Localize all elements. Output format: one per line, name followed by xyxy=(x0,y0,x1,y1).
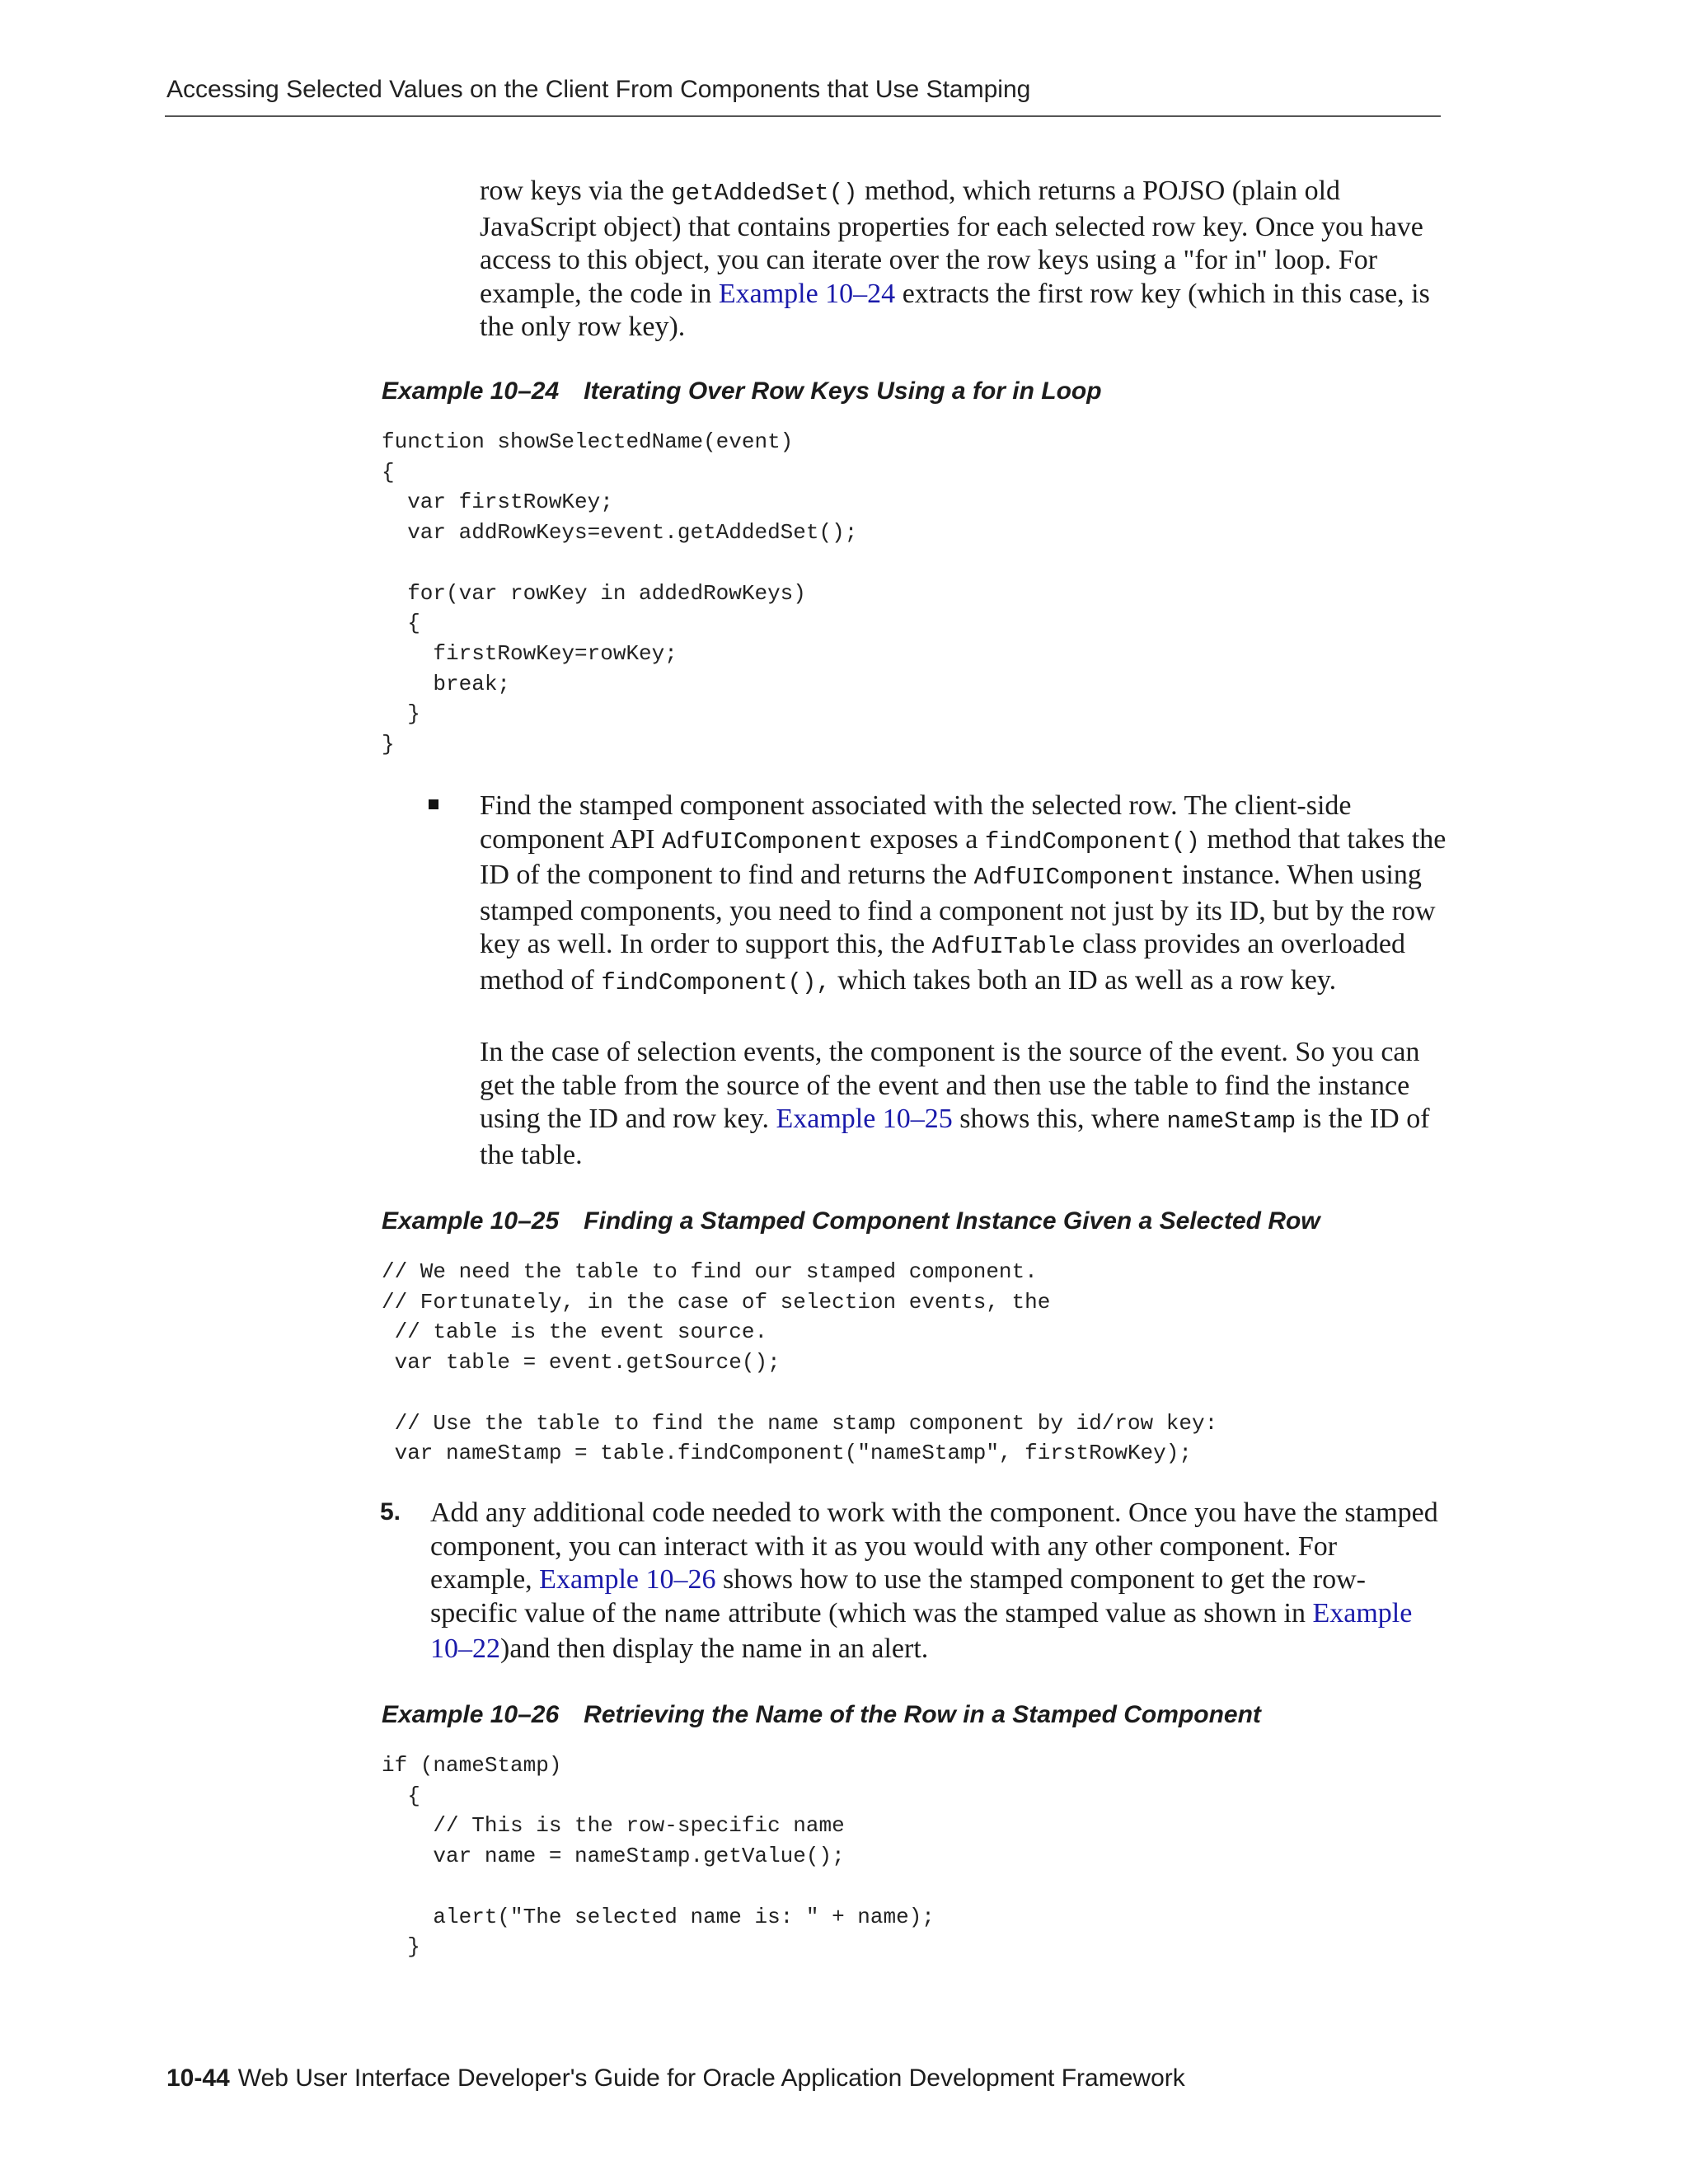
step-number: 5. xyxy=(380,1498,401,1526)
example-10-24-title xyxy=(382,377,1102,405)
bullet-text-6: which takes both an ID as well as a row key. xyxy=(830,964,1337,996)
example-10-25-code: // We need the table to find our stamped component. // Fortunately, in the case of selection events, the // table is the event source. var table = event.getSource(); // Use the table to find the name stamp component by id/row key: var nameStamp = table.findComponent("nameStamp", firstRowKey); xyxy=(382,1259,1218,1466)
code-adfuitable: AdfUITable xyxy=(931,933,1076,960)
link-example-10-26[interactable]: Example 10–26 xyxy=(539,1564,716,1595)
intro-text-3: extracts the first row key (which in this case, is the only row key). xyxy=(480,278,1430,342)
code-adfuicomponent: AdfUIComponent xyxy=(661,827,863,855)
intro-text-2: method, which returns a POJSO (plain old JavaScript object) that contains properties for each selected row key. Once you have access to this object, you can iterate over the row keys using a "for in" loop. For example, the code in xyxy=(480,176,1423,309)
bullet-square-icon xyxy=(429,799,438,809)
example-10-25-title xyxy=(382,1207,1320,1235)
intro-paragraph xyxy=(480,175,1444,344)
running-header: Accessing Selected Values on the Client From Components that Use Stamping xyxy=(166,76,1031,103)
step-text-4: )and then display the name in an alert. xyxy=(500,1633,929,1664)
bullet-text-1: Find the stamped component associated with the selected row. The client-side component API xyxy=(480,790,1352,855)
bullet2-text-1: In the case of selection events, the component is the source of the event. So you can get the table from the source of the event and then use the table to find the instance using the ID and row key. xyxy=(480,1037,1420,1134)
intro-text-1: row keys via the xyxy=(480,176,672,206)
step-text-2: shows how to use the stamped component to get the row-specific value of the xyxy=(430,1564,1366,1629)
step-5-paragraph xyxy=(430,1497,1444,1666)
bullet-text-4: instance. When using stamped components, you need to find a component not just by its ID, but by the row key as well. In order to support this, the xyxy=(480,860,1436,959)
link-example-10-22[interactable]: Example 10–22 xyxy=(430,1597,1413,1664)
example-10-25-number: Example 10–25 xyxy=(382,1207,560,1235)
step-text-1: Add any additional code needed to work with the component. Once you have the stamped component, you can interact with it as you would with any other component. For example, xyxy=(430,1497,1438,1595)
code-namestamp: nameStamp xyxy=(1166,1108,1296,1135)
code-findcomponent: findComponent() xyxy=(984,827,1200,855)
code-name: name xyxy=(663,1601,721,1629)
bullet-text-3: method that takes the ID of the component to find and returns the xyxy=(480,823,1447,890)
page-number: 10-44 xyxy=(166,2064,230,2092)
example-10-26-number: Example 10–26 xyxy=(382,1701,560,1728)
book-title: Web User Interface Developer's Guide for Oracle Application Development Framework xyxy=(237,2064,1185,2092)
example-10-24-caption: Iterating Over Row Keys Using a for in Loop xyxy=(584,377,1102,405)
bullet-paragraph-2 xyxy=(480,1036,1444,1172)
example-10-26-title xyxy=(382,1701,1261,1729)
bullet2-text-2: shows this, where xyxy=(952,1104,1167,1134)
link-example-10-25[interactable]: Example 10–25 xyxy=(776,1104,953,1134)
bullet-text-5: class provides an overloaded method of xyxy=(480,929,1405,996)
header-divider xyxy=(165,115,1441,117)
example-10-25-caption: Finding a Stamped Component Instance Given a Selected Row xyxy=(584,1207,1320,1235)
bullet-text-2: exposes a xyxy=(862,823,985,855)
page-footer xyxy=(166,2064,1185,2093)
example-10-26-code: if (nameStamp) { // This is the row-specific name var name = nameStamp.getValue(); alert("The selected name is: " + name); } xyxy=(382,1753,935,1960)
step-text-3: attribute (which was the stamped value as shown in xyxy=(720,1597,1313,1629)
code-adfuicomponent-2: AdfUIComponent xyxy=(973,864,1175,891)
example-10-26-caption: Retrieving the Name of the Row in a Stamped Component xyxy=(584,1701,1261,1728)
bullet-paragraph xyxy=(480,790,1448,1000)
link-example-10-24[interactable]: Example 10–24 xyxy=(718,278,896,309)
bullet2-text-3: is the ID of the table. xyxy=(480,1104,1430,1170)
example-10-24-number: Example 10–24 xyxy=(382,377,560,405)
code-findcomponent-2: findComponent(), xyxy=(601,968,831,996)
example-10-24-code: function showSelectedName(event) { var firstRowKey; var addRowKeys=event.getAddedSet(); for(var rowKey in addedRowKeys) { firstRowKey=rowKey; break; } } xyxy=(382,429,858,757)
code-getaddedset: getAddedSet() xyxy=(671,180,858,207)
